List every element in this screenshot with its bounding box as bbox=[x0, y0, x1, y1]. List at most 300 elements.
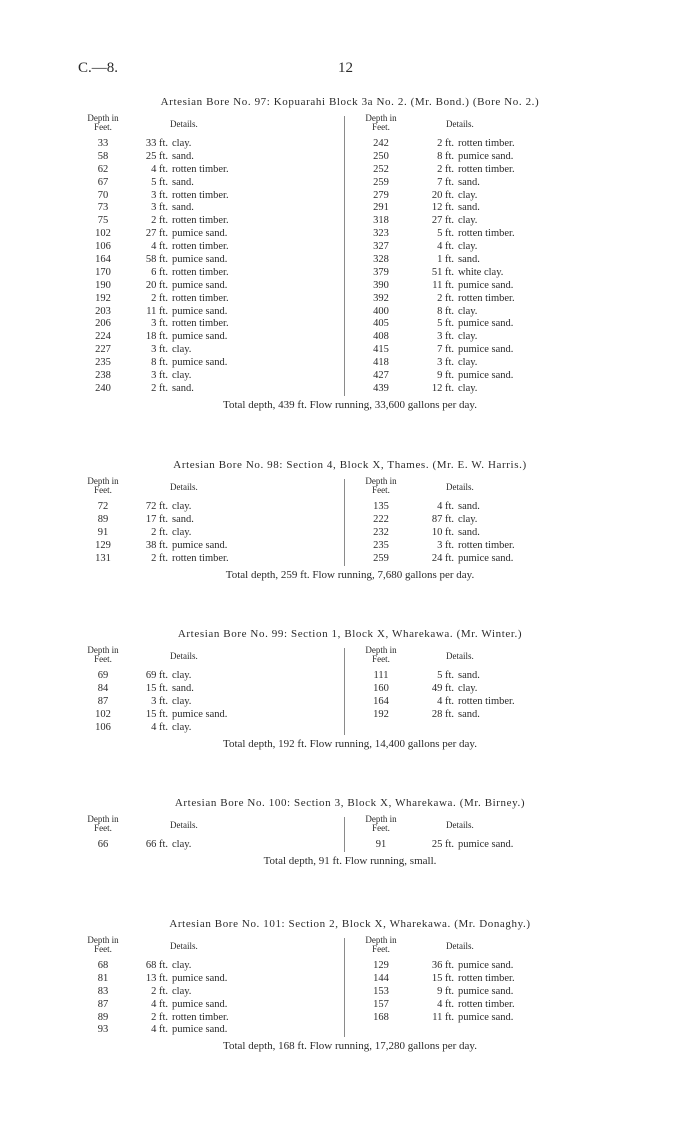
depth-cell: 235 bbox=[95, 357, 111, 369]
depth-cell: 168 bbox=[373, 1011, 389, 1023]
material-cell: pumice sand. bbox=[172, 708, 228, 720]
material-cell: pumice sand. bbox=[172, 998, 228, 1010]
details-header: Details. bbox=[170, 119, 198, 129]
table-row bbox=[80, 138, 325, 151]
thickness-cell: 2 ft. bbox=[151, 382, 168, 394]
table-row bbox=[80, 318, 325, 331]
depth-label: Depth in bbox=[87, 645, 119, 655]
table-row bbox=[80, 293, 325, 306]
thickness-cell: 2 ft. bbox=[151, 215, 168, 227]
depth-cell: 91 bbox=[97, 526, 109, 538]
column-header bbox=[346, 936, 606, 960]
table-row bbox=[346, 527, 606, 540]
table-row bbox=[346, 839, 606, 852]
column-divider bbox=[344, 648, 345, 735]
column-header bbox=[80, 936, 325, 960]
thickness-cell: 33 ft. bbox=[145, 138, 168, 149]
table-row bbox=[346, 501, 606, 514]
depth-cell: 439 bbox=[373, 382, 389, 394]
material-cell: rotten timber. bbox=[172, 552, 229, 564]
bore-left-column bbox=[80, 815, 325, 852]
bore-right-column bbox=[346, 936, 606, 1024]
thickness-cell: 3 ft. bbox=[151, 202, 168, 214]
table-row bbox=[80, 540, 325, 553]
material-cell: pumice sand. bbox=[172, 972, 228, 984]
thickness-cell: 8 ft. bbox=[437, 150, 454, 162]
thickness-cell: 25 ft. bbox=[145, 150, 168, 162]
bore-total: Total depth, 259 ft. Flow running, 7,680 gallons per day. bbox=[225, 568, 475, 581]
thickness-cell: 27 ft. bbox=[431, 215, 454, 227]
depth-cell: 224 bbox=[95, 331, 111, 343]
table-row bbox=[346, 306, 606, 319]
material-cell: clay. bbox=[172, 960, 192, 971]
depth-cell: 415 bbox=[373, 344, 389, 356]
depth-cell: 235 bbox=[373, 539, 389, 551]
table-row bbox=[80, 280, 325, 293]
bore-title: Artesian Bore No. 98: Section 4, Block X, Thames. (Mr. E. W. Harris.) bbox=[173, 459, 527, 471]
material-cell: sand. bbox=[172, 150, 194, 162]
depth-unit: Feet. bbox=[372, 823, 390, 833]
table-row bbox=[346, 293, 606, 306]
details-header: Details. bbox=[170, 651, 198, 661]
depth-label: Depth in bbox=[87, 814, 119, 824]
material-cell: pumice sand. bbox=[458, 960, 514, 971]
details-header: Details. bbox=[446, 119, 474, 129]
table-row bbox=[346, 553, 606, 566]
material-cell: clay. bbox=[172, 370, 192, 382]
bore-left-column bbox=[80, 477, 325, 565]
thickness-cell: 58 ft. bbox=[145, 254, 168, 266]
depth-label: Depth in bbox=[87, 935, 119, 945]
depth-cell: 259 bbox=[373, 176, 389, 188]
page-number: 12 bbox=[338, 60, 353, 76]
depth-cell: 144 bbox=[373, 972, 389, 984]
depth-cell: 392 bbox=[373, 292, 389, 304]
material-cell: sand. bbox=[172, 382, 194, 394]
column-header bbox=[80, 477, 325, 501]
material-cell: rotten timber. bbox=[458, 539, 515, 551]
thickness-cell: 5 ft. bbox=[151, 176, 168, 188]
depth-cell: 390 bbox=[373, 279, 389, 291]
material-cell: pumice sand. bbox=[172, 305, 228, 317]
table-row bbox=[346, 254, 606, 267]
thickness-cell: 20 ft. bbox=[145, 279, 168, 291]
depth-cell: 91 bbox=[375, 839, 387, 850]
depth-unit: Feet. bbox=[372, 485, 390, 495]
material-cell: clay. bbox=[172, 670, 192, 681]
depth-cell: 232 bbox=[373, 526, 389, 538]
table-row bbox=[346, 241, 606, 254]
thickness-cell: 51 ft. bbox=[431, 266, 454, 278]
depth-cell: 418 bbox=[373, 357, 389, 369]
thickness-cell: 5 ft. bbox=[437, 228, 454, 240]
table-row bbox=[80, 839, 325, 852]
thickness-cell: 2 ft. bbox=[151, 985, 168, 997]
material-cell: clay. bbox=[458, 357, 478, 369]
bore-title: Artesian Bore No. 97: Kopuarahi Block 3a No. 2. (Mr. Bond.) (Bore No. 2.) bbox=[160, 96, 540, 108]
thickness-cell: 3 ft. bbox=[437, 357, 454, 369]
table-row bbox=[80, 202, 325, 215]
table-row bbox=[80, 190, 325, 203]
table-row bbox=[80, 164, 325, 177]
thickness-cell: 11 ft. bbox=[432, 1011, 454, 1023]
depth-cell: 203 bbox=[95, 305, 111, 317]
thickness-cell: 24 ft. bbox=[431, 552, 454, 564]
thickness-cell: 2 ft. bbox=[437, 138, 454, 149]
material-cell: rotten timber. bbox=[172, 215, 229, 227]
table-row bbox=[346, 151, 606, 164]
details-header: Details. bbox=[446, 651, 474, 661]
depth-cell: 238 bbox=[95, 370, 111, 382]
thickness-cell: 72 ft. bbox=[145, 501, 168, 512]
material-cell: pumice sand. bbox=[458, 985, 514, 997]
depth-unit: Feet. bbox=[372, 654, 390, 664]
material-cell: sand. bbox=[458, 202, 480, 214]
thickness-cell: 4 ft. bbox=[151, 163, 168, 175]
depth-cell: 327 bbox=[373, 241, 389, 253]
thickness-cell: 2 ft. bbox=[151, 292, 168, 304]
material-cell: pumice sand. bbox=[458, 318, 514, 330]
thickness-cell: 20 ft. bbox=[431, 189, 454, 201]
depth-cell: 68 bbox=[97, 960, 109, 971]
depth-cell: 259 bbox=[373, 552, 389, 564]
material-cell: clay. bbox=[458, 331, 478, 343]
depth-cell: 250 bbox=[373, 150, 389, 162]
thickness-cell: 25 ft. bbox=[431, 839, 454, 850]
depth-cell: 89 bbox=[97, 513, 109, 525]
depth-unit: Feet. bbox=[94, 122, 112, 132]
depth-cell: 131 bbox=[95, 552, 111, 564]
depth-cell: 102 bbox=[95, 708, 111, 720]
table-row bbox=[80, 1024, 325, 1037]
material-cell: rotten timber. bbox=[172, 1011, 229, 1023]
thickness-cell: 2 ft. bbox=[151, 552, 168, 564]
table-row bbox=[80, 151, 325, 164]
thickness-cell: 11 ft. bbox=[146, 305, 168, 317]
table-row bbox=[346, 267, 606, 280]
thickness-cell: 15 ft. bbox=[145, 708, 168, 720]
thickness-cell: 4 ft. bbox=[151, 241, 168, 253]
depth-cell: 66 bbox=[97, 839, 109, 850]
bore-total: Total depth, 91 ft. Flow running, small. bbox=[263, 854, 437, 867]
material-cell: clay. bbox=[458, 382, 478, 394]
bore-title: Artesian Bore No. 101: Section 2, Block X, Wharekawa. (Mr. Donaghy.) bbox=[169, 918, 531, 930]
material-cell: clay. bbox=[172, 138, 192, 149]
depth-cell: 87 bbox=[97, 695, 109, 707]
depth-cell: 73 bbox=[97, 202, 109, 214]
material-cell: rotten timber. bbox=[458, 138, 515, 149]
thickness-cell: 27 ft. bbox=[145, 228, 168, 240]
table-row bbox=[80, 683, 325, 696]
thickness-cell: 8 ft. bbox=[151, 357, 168, 369]
table-row bbox=[80, 267, 325, 280]
details-header: Details. bbox=[446, 820, 474, 830]
thickness-cell: 12 ft. bbox=[431, 202, 454, 214]
table-row bbox=[80, 514, 325, 527]
table-row bbox=[346, 177, 606, 190]
depth-cell: 206 bbox=[95, 318, 111, 330]
thickness-cell: 1 ft. bbox=[437, 254, 454, 266]
bore-left-column bbox=[80, 114, 325, 396]
depth-cell: 291 bbox=[373, 202, 389, 214]
material-cell: rotten timber. bbox=[458, 292, 515, 304]
material-cell: pumice sand. bbox=[172, 279, 228, 291]
material-cell: pumice sand. bbox=[458, 344, 514, 356]
depth-unit: Feet. bbox=[372, 944, 390, 954]
material-cell: pumice sand. bbox=[172, 228, 228, 240]
depth-unit: Feet. bbox=[94, 944, 112, 954]
material-cell: rotten timber. bbox=[458, 972, 515, 984]
table-row bbox=[80, 228, 325, 241]
depth-cell: 164 bbox=[95, 254, 111, 266]
table-row bbox=[346, 683, 606, 696]
table-row bbox=[346, 514, 606, 527]
material-cell: pumice sand. bbox=[458, 552, 514, 564]
depth-cell: 405 bbox=[373, 318, 389, 330]
table-row bbox=[80, 696, 325, 709]
material-cell: white clay. bbox=[458, 266, 504, 278]
bore-left-column bbox=[80, 646, 325, 734]
material-cell: rotten timber. bbox=[172, 189, 229, 201]
thickness-cell: 2 ft. bbox=[151, 1011, 168, 1023]
column-divider bbox=[344, 479, 345, 566]
page-reference: C.—8. bbox=[78, 60, 119, 76]
material-cell: sand. bbox=[458, 708, 480, 720]
table-row bbox=[80, 999, 325, 1012]
material-cell: sand. bbox=[458, 526, 480, 538]
column-header bbox=[80, 815, 325, 839]
material-cell: pumice sand. bbox=[458, 279, 514, 291]
table-row bbox=[346, 960, 606, 973]
table-row bbox=[346, 138, 606, 151]
depth-cell: 33 bbox=[97, 138, 109, 149]
column-divider bbox=[344, 938, 345, 1037]
depth-header bbox=[80, 815, 126, 833]
table-row bbox=[80, 344, 325, 357]
table-row bbox=[80, 254, 325, 267]
depth-cell: 72 bbox=[97, 501, 109, 512]
material-cell: clay. bbox=[172, 985, 192, 997]
depth-cell: 318 bbox=[373, 215, 389, 227]
bore-total: Total depth, 168 ft. Flow running, 17,280 gallons per day. bbox=[223, 1040, 477, 1053]
depth-cell: 153 bbox=[373, 985, 389, 997]
depth-cell: 69 bbox=[97, 670, 109, 681]
table-row bbox=[80, 527, 325, 540]
thickness-cell: 7 ft. bbox=[437, 344, 454, 356]
bore-right-column bbox=[346, 477, 606, 565]
table-row bbox=[346, 331, 606, 344]
thickness-cell: 4 ft. bbox=[151, 721, 168, 733]
depth-unit: Feet. bbox=[372, 122, 390, 132]
table-row bbox=[80, 331, 325, 344]
material-cell: pumice sand. bbox=[458, 1011, 514, 1023]
column-header bbox=[346, 114, 606, 138]
table-row bbox=[346, 164, 606, 177]
material-cell: clay. bbox=[172, 695, 192, 707]
material-cell: sand. bbox=[458, 254, 480, 266]
material-cell: clay. bbox=[172, 526, 192, 538]
material-cell: clay. bbox=[172, 501, 192, 512]
thickness-cell: 28 ft. bbox=[431, 708, 454, 720]
material-cell: rotten timber. bbox=[458, 998, 515, 1010]
table-row bbox=[346, 370, 606, 383]
material-cell: clay. bbox=[458, 215, 478, 227]
depth-header bbox=[80, 936, 126, 954]
material-cell: sand. bbox=[172, 202, 194, 214]
thickness-cell: 8 ft. bbox=[437, 305, 454, 317]
column-divider bbox=[344, 116, 345, 396]
depth-label: Depth in bbox=[87, 476, 119, 486]
thickness-cell: 2 ft. bbox=[437, 292, 454, 304]
column-header bbox=[80, 114, 325, 138]
table-row bbox=[346, 999, 606, 1012]
thickness-cell: 2 ft. bbox=[151, 526, 168, 538]
material-cell: clay. bbox=[172, 839, 192, 850]
material-cell: sand. bbox=[458, 176, 480, 188]
table-row bbox=[80, 986, 325, 999]
material-cell: rotten timber. bbox=[172, 318, 229, 330]
depth-header bbox=[358, 646, 404, 664]
depth-cell: 102 bbox=[95, 228, 111, 240]
thickness-cell: 3 ft. bbox=[437, 331, 454, 343]
depth-unit: Feet. bbox=[94, 654, 112, 664]
thickness-cell: 15 ft. bbox=[145, 682, 168, 694]
depth-label: Depth in bbox=[365, 814, 397, 824]
depth-cell: 157 bbox=[373, 998, 389, 1010]
depth-cell: 164 bbox=[373, 695, 389, 707]
depth-cell: 83 bbox=[97, 985, 109, 997]
details-header: Details. bbox=[170, 820, 198, 830]
depth-cell: 227 bbox=[95, 344, 111, 356]
thickness-cell: 36 ft. bbox=[431, 960, 454, 971]
details-header: Details. bbox=[446, 941, 474, 951]
table-row bbox=[80, 215, 325, 228]
depth-cell: 160 bbox=[373, 682, 389, 694]
depth-cell: 111 bbox=[373, 670, 389, 681]
material-cell: sand. bbox=[172, 176, 194, 188]
thickness-cell: 3 ft. bbox=[151, 370, 168, 382]
thickness-cell: 9 ft. bbox=[437, 370, 454, 382]
table-row bbox=[346, 709, 606, 722]
thickness-cell: 2 ft. bbox=[437, 163, 454, 175]
table-row bbox=[80, 722, 325, 735]
table-row bbox=[346, 383, 606, 396]
material-cell: sand. bbox=[172, 682, 194, 694]
material-cell: pumice sand. bbox=[172, 1024, 228, 1036]
depth-header bbox=[358, 815, 404, 833]
material-cell: pumice sand. bbox=[458, 370, 514, 382]
depth-cell: 222 bbox=[373, 513, 389, 525]
thickness-cell: 5 ft. bbox=[437, 318, 454, 330]
table-row bbox=[346, 202, 606, 215]
depth-cell: 75 bbox=[97, 215, 109, 227]
depth-cell: 170 bbox=[95, 266, 111, 278]
thickness-cell: 15 ft. bbox=[431, 972, 454, 984]
depth-cell: 106 bbox=[95, 241, 111, 253]
table-row bbox=[346, 190, 606, 203]
depth-header bbox=[358, 114, 404, 132]
depth-cell: 240 bbox=[95, 382, 111, 394]
material-cell: rotten timber. bbox=[458, 228, 515, 240]
depth-header bbox=[358, 477, 404, 495]
depth-header bbox=[80, 477, 126, 495]
thickness-cell: 11 ft. bbox=[432, 279, 454, 291]
depth-cell: 328 bbox=[373, 254, 389, 266]
material-cell: sand. bbox=[458, 501, 480, 512]
bore-title: Artesian Bore No. 99: Section 1, Block X, Wharekawa. (Mr. Winter.) bbox=[177, 628, 523, 640]
depth-label: Depth in bbox=[365, 113, 397, 123]
material-cell: clay. bbox=[458, 189, 478, 201]
thickness-cell: 5 ft. bbox=[437, 670, 454, 681]
material-cell: sand. bbox=[458, 670, 480, 681]
depth-cell: 323 bbox=[373, 228, 389, 240]
table-row bbox=[80, 709, 325, 722]
material-cell: clay. bbox=[458, 305, 478, 317]
depth-cell: 242 bbox=[373, 138, 389, 149]
depth-cell: 67 bbox=[97, 176, 109, 188]
depth-cell: 70 bbox=[97, 189, 109, 201]
depth-cell: 93 bbox=[97, 1024, 109, 1036]
depth-unit: Feet. bbox=[94, 485, 112, 495]
thickness-cell: 6 ft. bbox=[151, 266, 168, 278]
table-row bbox=[346, 986, 606, 999]
column-header bbox=[80, 646, 325, 670]
column-header bbox=[346, 477, 606, 501]
material-cell: pumice sand. bbox=[172, 331, 228, 343]
table-row bbox=[80, 670, 325, 683]
depth-cell: 106 bbox=[95, 721, 111, 733]
table-row bbox=[346, 357, 606, 370]
depth-cell: 192 bbox=[95, 292, 111, 304]
depth-cell: 400 bbox=[373, 305, 389, 317]
material-cell: pumice sand. bbox=[172, 254, 228, 266]
thickness-cell: 49 ft. bbox=[431, 682, 454, 694]
depth-cell: 379 bbox=[373, 266, 389, 278]
table-row bbox=[346, 280, 606, 293]
depth-cell: 192 bbox=[373, 708, 389, 720]
column-divider bbox=[344, 817, 345, 852]
thickness-cell: 4 ft. bbox=[437, 695, 454, 707]
thickness-cell: 3 ft. bbox=[151, 344, 168, 356]
depth-cell: 129 bbox=[373, 960, 389, 971]
table-row bbox=[346, 215, 606, 228]
material-cell: rotten timber. bbox=[172, 292, 229, 304]
table-row bbox=[80, 177, 325, 190]
material-cell: pumice sand. bbox=[172, 357, 228, 369]
depth-cell: 87 bbox=[97, 998, 109, 1010]
depth-cell: 408 bbox=[373, 331, 389, 343]
table-row bbox=[80, 241, 325, 254]
bore-right-column bbox=[346, 815, 606, 852]
table-row bbox=[80, 357, 325, 370]
material-cell: pumice sand. bbox=[458, 839, 514, 850]
material-cell: rotten timber. bbox=[458, 163, 515, 175]
bore-total: Total depth, 439 ft. Flow running, 33,600 gallons per day. bbox=[223, 399, 477, 411]
depth-label: Depth in bbox=[365, 935, 397, 945]
depth-cell: 279 bbox=[373, 189, 389, 201]
depth-header bbox=[358, 936, 404, 954]
details-header: Details. bbox=[170, 482, 198, 492]
details-header: Details. bbox=[170, 941, 198, 951]
thickness-cell: 12 ft. bbox=[431, 382, 454, 394]
depth-label: Depth in bbox=[365, 476, 397, 486]
depth-cell: 252 bbox=[373, 163, 389, 175]
material-cell: clay. bbox=[172, 344, 192, 356]
depth-label: Depth in bbox=[365, 645, 397, 655]
material-cell: sand. bbox=[172, 513, 194, 525]
table-row bbox=[80, 383, 325, 396]
material-cell: rotten timber. bbox=[172, 266, 229, 278]
